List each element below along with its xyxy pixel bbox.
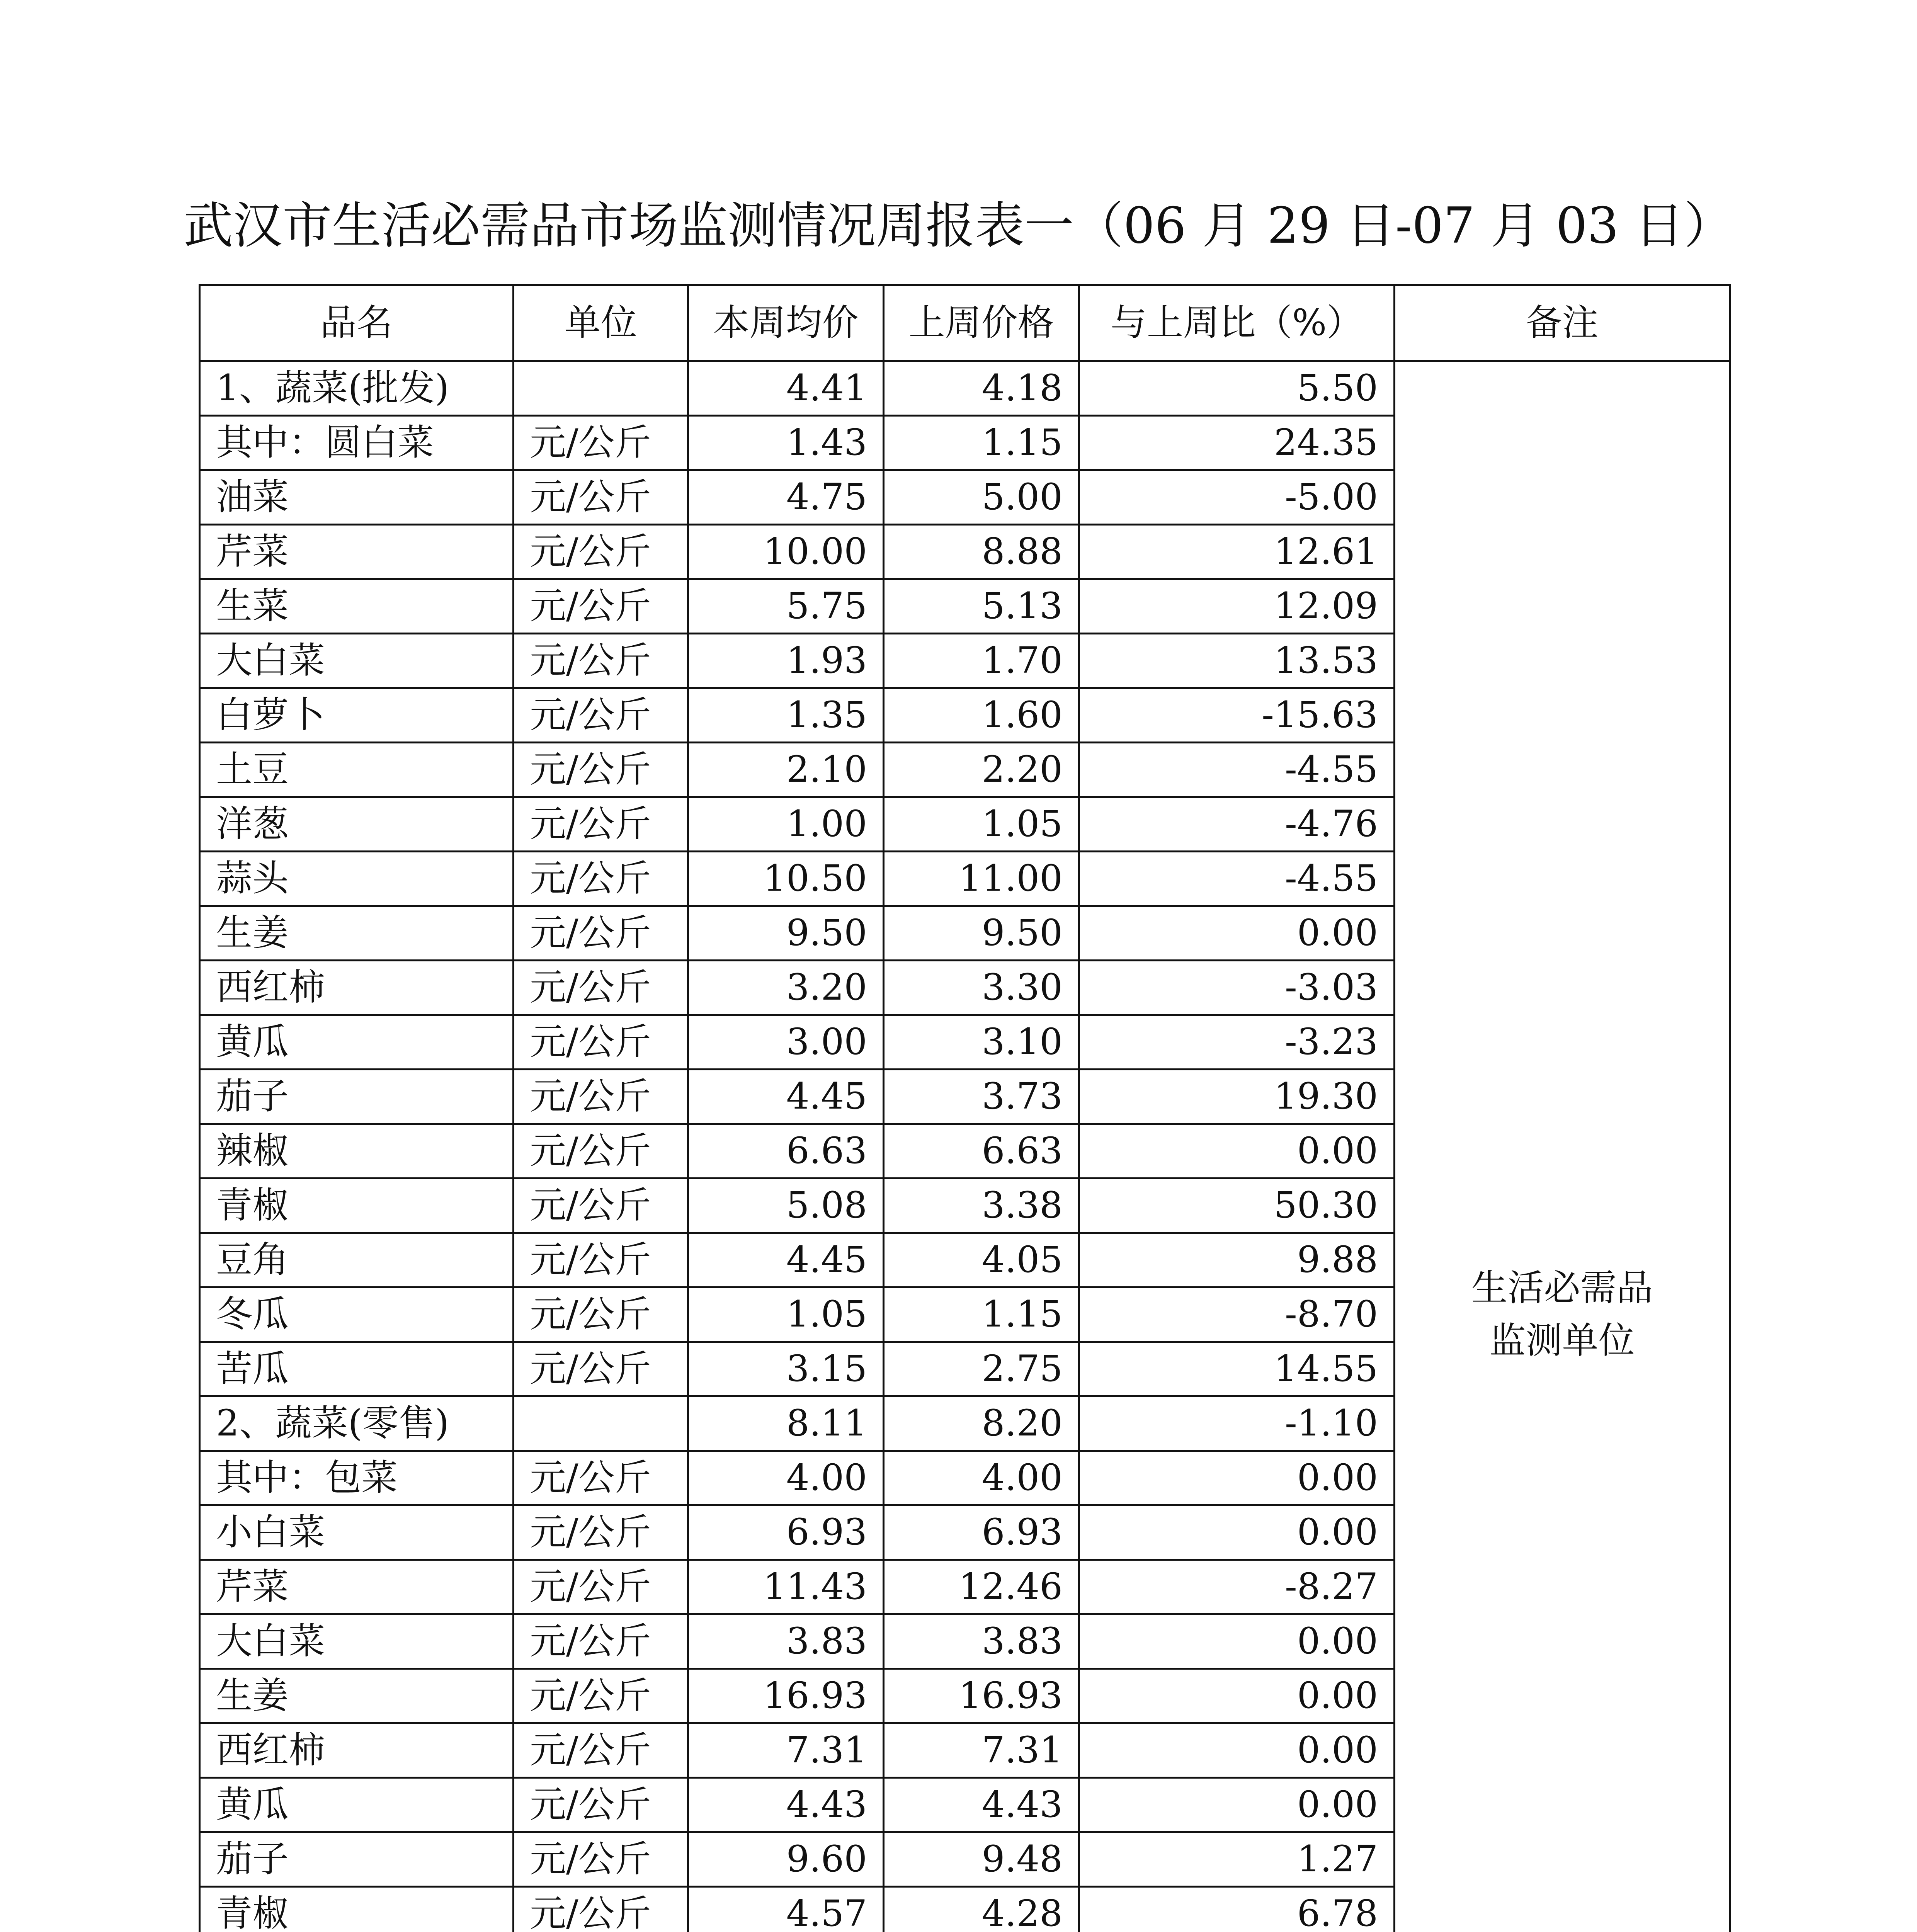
cell-this-week-price: 9.60: [688, 1832, 884, 1887]
cell-unit: 元/公斤: [514, 797, 688, 852]
cell-unit: 元/公斤: [514, 1070, 688, 1124]
header-remark: 备注: [1395, 285, 1730, 361]
cell-name: 冬瓜: [200, 1287, 514, 1342]
cell-last-week-price: 4.00: [884, 1451, 1079, 1505]
cell-last-week-price: 3.73: [884, 1070, 1079, 1124]
cell-this-week-price: 1.35: [688, 688, 884, 743]
cell-name: 芹菜: [200, 525, 514, 579]
cell-this-week-price: 1.05: [688, 1287, 884, 1342]
cell-name: 土豆: [200, 743, 514, 797]
cell-this-week-price: 1.00: [688, 797, 884, 852]
cell-this-week-price: 16.93: [688, 1669, 884, 1723]
cell-last-week-price: 5.00: [884, 470, 1079, 525]
cell-last-week-price: 3.38: [884, 1179, 1079, 1233]
cell-last-week-price: 11.00: [884, 852, 1079, 906]
cell-unit: 元/公斤: [514, 416, 688, 470]
header-unit: 单位: [514, 285, 688, 361]
cell-name: 黄瓜: [200, 1778, 514, 1832]
cell-name: 其中：包菜: [200, 1451, 514, 1505]
cell-this-week-price: 10.50: [688, 852, 884, 906]
cell-last-week-price: 9.48: [884, 1832, 1079, 1887]
cell-unit: 元/公斤: [514, 1233, 688, 1287]
cell-last-week-price: 3.83: [884, 1614, 1079, 1669]
remark-line: 监测单位: [1489, 1320, 1635, 1362]
header-name: 品名: [200, 285, 514, 361]
cell-unit: 元/公斤: [514, 1342, 688, 1396]
cell-last-week-price: 8.88: [884, 525, 1079, 579]
cell-name: 辣椒: [200, 1124, 514, 1179]
cell-this-week-price: 6.63: [688, 1124, 884, 1179]
cell-this-week-price: 5.75: [688, 579, 884, 634]
cell-unit: 元/公斤: [514, 1832, 688, 1887]
header-this-week: 本周均价: [688, 285, 884, 361]
cell-unit: 元/公斤: [514, 1778, 688, 1832]
cell-this-week-price: 4.45: [688, 1233, 884, 1287]
cell-change-percent: -15.63: [1079, 688, 1395, 743]
cell-change-percent: -3.03: [1079, 961, 1395, 1015]
cell-unit: 元/公斤: [514, 1669, 688, 1723]
cell-change-percent: -8.70: [1079, 1287, 1395, 1342]
cell-unit: 元/公斤: [514, 906, 688, 961]
cell-name: 大白菜: [200, 634, 514, 688]
cell-this-week-price: 3.15: [688, 1342, 884, 1396]
cell-name: 芹菜: [200, 1560, 514, 1614]
cell-change-percent: -5.00: [1079, 470, 1395, 525]
cell-change-percent: 1.27: [1079, 1832, 1395, 1887]
cell-unit: 元/公斤: [514, 1179, 688, 1233]
cell-unit: 元/公斤: [514, 1614, 688, 1669]
cell-last-week-price: 4.43: [884, 1778, 1079, 1832]
cell-last-week-price: 8.20: [884, 1396, 1079, 1451]
cell-last-week-price: 6.63: [884, 1124, 1079, 1179]
cell-last-week-price: 1.60: [884, 688, 1079, 743]
cell-name: 生姜: [200, 1669, 514, 1723]
cell-unit: 元/公斤: [514, 1723, 688, 1778]
cell-unit: 元/公斤: [514, 1451, 688, 1505]
cell-last-week-price: 9.50: [884, 906, 1079, 961]
cell-name: 西红柿: [200, 1723, 514, 1778]
cell-last-week-price: 4.05: [884, 1233, 1079, 1287]
cell-name: 2、蔬菜(零售): [200, 1396, 514, 1451]
cell-last-week-price: 1.05: [884, 797, 1079, 852]
cell-change-percent: 0.00: [1079, 1723, 1395, 1778]
cell-change-percent: 0.00: [1079, 1505, 1395, 1560]
cell-last-week-price: 4.18: [884, 361, 1079, 416]
cell-name: 茄子: [200, 1832, 514, 1887]
cell-name: 生姜: [200, 906, 514, 961]
cell-unit: 元/公斤: [514, 961, 688, 1015]
cell-change-percent: 19.30: [1079, 1070, 1395, 1124]
table-header-row: [200, 285, 1730, 361]
cell-name: 蒜头: [200, 852, 514, 906]
cell-this-week-price: 5.08: [688, 1179, 884, 1233]
cell-this-week-price: 2.10: [688, 743, 884, 797]
cell-change-percent: 12.09: [1079, 579, 1395, 634]
cell-unit: [514, 361, 688, 416]
cell-last-week-price: 5.13: [884, 579, 1079, 634]
cell-name: 青椒: [200, 1887, 514, 1932]
cell-name: 生菜: [200, 579, 514, 634]
cell-unit: 元/公斤: [514, 1887, 688, 1932]
cell-name: 豆角: [200, 1233, 514, 1287]
cell-this-week-price: 4.75: [688, 470, 884, 525]
cell-change-percent: 5.50: [1079, 361, 1395, 416]
header-change: 与上周比（%）: [1079, 285, 1395, 361]
cell-change-percent: -4.76: [1079, 797, 1395, 852]
cell-unit: 元/公斤: [514, 634, 688, 688]
header-last-week: 上周价格: [884, 285, 1079, 361]
cell-this-week-price: 6.93: [688, 1505, 884, 1560]
cell-change-percent: 13.53: [1079, 634, 1395, 688]
cell-this-week-price: 4.57: [688, 1887, 884, 1932]
cell-change-percent: 0.00: [1079, 1669, 1395, 1723]
price-table: [199, 284, 1731, 1932]
cell-unit: 元/公斤: [514, 743, 688, 797]
cell-unit: [514, 1396, 688, 1451]
cell-name: 小白菜: [200, 1505, 514, 1560]
cell-unit: 元/公斤: [514, 852, 688, 906]
cell-change-percent: -4.55: [1079, 852, 1395, 906]
cell-name: 茄子: [200, 1070, 514, 1124]
cell-unit: 元/公斤: [514, 525, 688, 579]
cell-this-week-price: 11.43: [688, 1560, 884, 1614]
cell-change-percent: 12.61: [1079, 525, 1395, 579]
cell-change-percent: 0.00: [1079, 1614, 1395, 1669]
cell-name: 黄瓜: [200, 1015, 514, 1070]
cell-last-week-price: 2.75: [884, 1342, 1079, 1396]
cell-unit: 元/公斤: [514, 1287, 688, 1342]
cell-change-percent: 0.00: [1079, 1778, 1395, 1832]
cell-unit: 元/公斤: [514, 1015, 688, 1070]
cell-this-week-price: 1.93: [688, 634, 884, 688]
table-row: [200, 361, 1730, 416]
remark-cell: [1395, 361, 1730, 1932]
cell-name: 1、蔬菜(批发): [200, 361, 514, 416]
cell-name: 苦瓜: [200, 1342, 514, 1396]
cell-this-week-price: 3.83: [688, 1614, 884, 1669]
cell-this-week-price: 4.43: [688, 1778, 884, 1832]
cell-last-week-price: 16.93: [884, 1669, 1079, 1723]
cell-last-week-price: 4.28: [884, 1887, 1079, 1932]
cell-unit: 元/公斤: [514, 470, 688, 525]
cell-change-percent: 0.00: [1079, 1124, 1395, 1179]
cell-last-week-price: 2.20: [884, 743, 1079, 797]
report-title: 武汉市生活必需品市场监测情况周报表一（06 月 29 日-07 月 03 日）: [184, 197, 1733, 255]
cell-last-week-price: 7.31: [884, 1723, 1079, 1778]
cell-change-percent: 6.78: [1079, 1887, 1395, 1932]
cell-this-week-price: 8.11: [688, 1396, 884, 1451]
cell-change-percent: 24.35: [1079, 416, 1395, 470]
cell-name: 其中：圆白菜: [200, 416, 514, 470]
cell-this-week-price: 4.45: [688, 1070, 884, 1124]
cell-unit: 元/公斤: [514, 1124, 688, 1179]
cell-change-percent: -4.55: [1079, 743, 1395, 797]
cell-name: 青椒: [200, 1179, 514, 1233]
cell-this-week-price: 1.43: [688, 416, 884, 470]
cell-this-week-price: 3.00: [688, 1015, 884, 1070]
cell-last-week-price: 6.93: [884, 1505, 1079, 1560]
cell-change-percent: -3.23: [1079, 1015, 1395, 1070]
cell-change-percent: 0.00: [1079, 906, 1395, 961]
cell-unit: 元/公斤: [514, 579, 688, 634]
cell-last-week-price: 3.10: [884, 1015, 1079, 1070]
cell-change-percent: 14.55: [1079, 1342, 1395, 1396]
cell-unit: 元/公斤: [514, 1505, 688, 1560]
cell-this-week-price: 9.50: [688, 906, 884, 961]
cell-change-percent: 0.00: [1079, 1451, 1395, 1505]
cell-last-week-price: 1.15: [884, 1287, 1079, 1342]
cell-this-week-price: 10.00: [688, 525, 884, 579]
cell-change-percent: 9.88: [1079, 1233, 1395, 1287]
cell-change-percent: -8.27: [1079, 1560, 1395, 1614]
cell-last-week-price: 1.70: [884, 634, 1079, 688]
cell-this-week-price: 4.41: [688, 361, 884, 416]
cell-name: 西红柿: [200, 961, 514, 1015]
cell-this-week-price: 7.31: [688, 1723, 884, 1778]
cell-change-percent: 50.30: [1079, 1179, 1395, 1233]
cell-last-week-price: 3.30: [884, 961, 1079, 1015]
cell-this-week-price: 4.00: [688, 1451, 884, 1505]
cell-this-week-price: 3.20: [688, 961, 884, 1015]
cell-name: 洋葱: [200, 797, 514, 852]
cell-unit: 元/公斤: [514, 688, 688, 743]
cell-name: 油菜: [200, 470, 514, 525]
cell-name: 大白菜: [200, 1614, 514, 1669]
remark-line: 生活必需品: [1471, 1267, 1653, 1309]
cell-name: 白萝卜: [200, 688, 514, 743]
cell-change-percent: -1.10: [1079, 1396, 1395, 1451]
cell-last-week-price: 12.46: [884, 1560, 1079, 1614]
table-body: [200, 361, 1730, 1932]
cell-last-week-price: 1.15: [884, 416, 1079, 470]
cell-unit: 元/公斤: [514, 1560, 688, 1614]
